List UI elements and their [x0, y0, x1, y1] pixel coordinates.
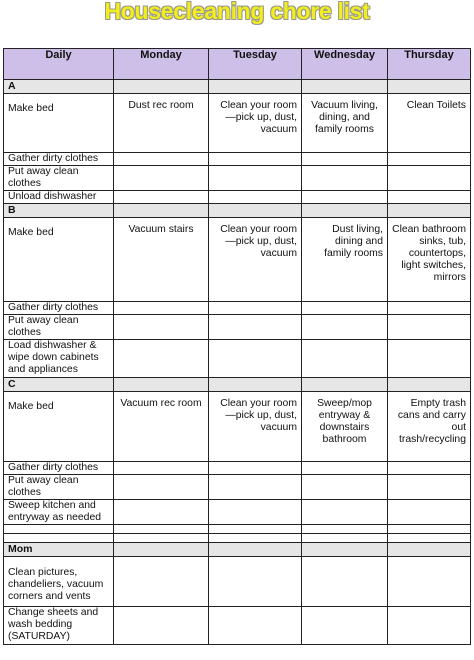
table-row — [4, 191, 471, 204]
monday-task: Dust rec room — [114, 94, 209, 153]
wednesday-task: Dust living, dining and family rooms — [302, 218, 388, 302]
daily-task: Change sheets and wash bedding (SATURDAY) — [4, 607, 114, 645]
tuesday-task: Clean your room—pick up, dust, vacuum — [209, 94, 302, 153]
column-header-tuesday: Tuesday — [209, 49, 302, 80]
section-mom-header — [4, 543, 471, 557]
daily-task: Sweep kitchen and entryway as needed — [4, 500, 114, 525]
section-label: B — [4, 204, 114, 218]
table-row — [4, 462, 471, 475]
daily-task: Make bed — [4, 94, 114, 153]
column-header-monday: Monday — [114, 49, 209, 80]
table-row — [4, 475, 471, 500]
section-label: A — [4, 80, 114, 94]
column-header-daily: Daily — [4, 49, 114, 80]
daily-task: Put away clean clothes — [4, 166, 114, 191]
table-row — [4, 153, 471, 166]
page-title: Housecleaning chore list — [104, 0, 370, 24]
daily-task: Make bed — [4, 218, 114, 302]
daily-task: Load dishwasher & wipe down cabinets and appliances — [4, 340, 114, 378]
table-row — [4, 302, 471, 315]
daily-task: Clean pictures, chandeliers, vacuum corners and vents — [4, 557, 114, 607]
table-row — [4, 315, 471, 340]
daily-task: Gather dirty clothes — [4, 153, 114, 166]
table-row — [4, 94, 471, 153]
table-row — [4, 166, 471, 191]
daily-task: Gather dirty clothes — [4, 462, 114, 475]
table-row — [4, 525, 471, 534]
daily-task: Put away clean clothes — [4, 315, 114, 340]
table-row — [4, 340, 471, 378]
thursday-task: Empty trash cans and carry out trash/recycling — [388, 392, 471, 462]
daily-task: Gather dirty clothes — [4, 302, 114, 315]
table-row — [4, 500, 471, 525]
table-row — [4, 218, 471, 302]
wednesday-task: Sweep/mop entryway & downstairs bathroom — [302, 392, 388, 462]
daily-task: Put away clean clothes — [4, 475, 114, 500]
daily-task: Make bed — [4, 392, 114, 462]
tuesday-task: Clean your room—pick up, dust, vacuum — [209, 218, 302, 302]
section-label: C — [4, 378, 114, 392]
daily-task: Unload dishwasher — [4, 191, 114, 204]
column-header-wednesday: Wednesday — [302, 49, 388, 80]
section-label: Mom — [4, 543, 114, 557]
table-row — [4, 557, 471, 607]
table-row — [4, 607, 471, 645]
chore-table — [3, 48, 471, 645]
section-b-header — [4, 204, 471, 218]
wednesday-task: Vacuum living, dining, and family rooms — [302, 94, 388, 153]
thursday-task: Clean Toilets — [388, 94, 471, 153]
column-header-thursday: Thursday — [388, 49, 471, 80]
table-row — [4, 534, 471, 543]
header-row — [4, 49, 471, 80]
monday-task: Vacuum stairs — [114, 218, 209, 302]
tuesday-task: Clean your room—pick up, dust, vacuum — [209, 392, 302, 462]
table-row — [4, 392, 471, 462]
section-a-header — [4, 80, 471, 94]
section-c-header — [4, 378, 471, 392]
monday-task: Vacuum rec room — [114, 392, 209, 462]
thursday-task: Clean bathroom sinks, tub, countertops, light switches, mirrors — [388, 218, 471, 302]
